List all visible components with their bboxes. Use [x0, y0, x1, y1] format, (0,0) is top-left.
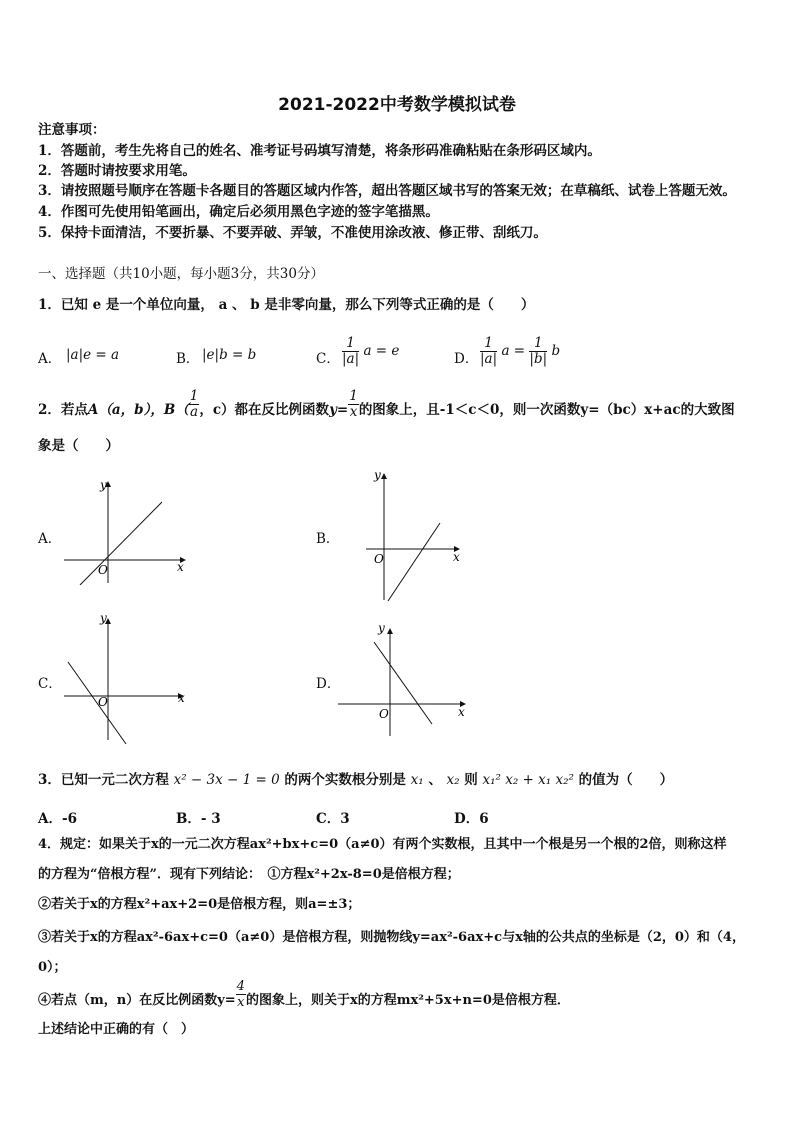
- graph-c-origin: O: [98, 695, 108, 709]
- question-4-line-1: 4．规定：如果关于x的一元二次方程ax²+bx+c=0（a≠0）有两个实数根，且其中一个根是另一个根的2倍，则称这样: [38, 837, 727, 852]
- q1-option-d-tail: b: [551, 343, 561, 359]
- q2-option-b-label: B．: [316, 531, 340, 547]
- page-title: 2021-2022中考数学模拟试卷: [278, 95, 516, 115]
- q1-option-c-label: C．: [316, 351, 340, 367]
- question-2-line-2: 象是（ ）: [38, 438, 119, 454]
- q2-option-a-label: A．: [38, 531, 62, 547]
- q2-option-c-label: C．: [38, 676, 62, 692]
- graph-b: [360, 465, 470, 605]
- notice-heading: 注意事项：: [38, 122, 106, 138]
- q1-option-a-label: A．: [38, 351, 62, 367]
- graph-b-x-label: x: [453, 550, 460, 564]
- graph-c-x-label: x: [178, 691, 185, 705]
- question-4-line-5: 0）；: [38, 960, 67, 975]
- q1-option-d-label: D．: [454, 351, 479, 367]
- notice-item-5: 5．保持卡面清洁，不要折暴、不要弄破、弄皱，不准使用涂改液、修正带、刮纸刀。: [38, 225, 547, 241]
- question-4-line-6: ④若点（m，n）在反比例函数y= $\frac{4}{x}$ 的图象上，则关于x的方程mx²+5x+n=0是倍根方程．: [38, 979, 570, 1010]
- section-heading: 一、选择题（共10小题，每小题3分，共30分）: [38, 266, 324, 282]
- q3-option-a: A．-6: [38, 811, 77, 827]
- question-1: 1．已知 e 是一个单位向量， a 、 b 是非零向量，那么下列等式正确的是（ ）: [38, 297, 535, 313]
- graph-c-y-label: y: [100, 611, 107, 625]
- notice-item-4: 4．作图可先使用铅笔画出，确定后必须用黑色字迹的签字笔描黑。: [38, 204, 439, 220]
- q1-option-d-mid: a =: [501, 343, 526, 359]
- q2-option-d-label: D．: [316, 676, 341, 692]
- graph-a-y-label: y: [100, 478, 107, 492]
- notice-item-1: 1．答题前，考生先将自己的姓名、准考证号码填写清楚，将条形码准确粘贴在条形码区域内。: [38, 143, 601, 159]
- q1-option-d: $\frac{1}{|a|}$ a = $\frac{1}{|b|}$ b: [480, 335, 561, 367]
- question-4-line-2: 的方程为“倍根方程”．现有下列结论： ①方程x²+2x-8=0是倍根方程；: [38, 867, 460, 882]
- graph-a: [60, 475, 200, 585]
- question-4-line-4: ③若关于x的方程ax²-6ax+c=0（a≠0）是倍根方程，则抛物线y=ax²-6ax+c与x轴的公共点的坐标是（2，0）和（4，: [38, 930, 745, 945]
- graph-c: [60, 610, 200, 750]
- graph-d-origin: O: [379, 707, 389, 721]
- graph-a-x-label: x: [177, 560, 184, 574]
- q1-option-a: |a|e = a: [66, 347, 120, 363]
- graph-a-origin: O: [98, 563, 108, 577]
- question-3: 3．已知一元二次方程 x² − 3x − 1 = 0 的两个实数根分别是 x₁ 、 x₂ 则 x₁² x₂ + x₁ x₂² 的值为（ ）: [38, 772, 674, 788]
- notice-item-3: 3．请按照题号顺序在答题卡各题目的答题区域内作答，超出答题区域书写的答案无效；在草稿纸、试卷上答题无效。: [38, 183, 736, 199]
- question-4-line-3: ②若关于x的方程x²+ax+2=0是倍根方程，则a=±3；: [38, 897, 361, 912]
- q1-option-c: $\frac{1}{|a|}$ a = e: [342, 335, 400, 367]
- q3-option-d: D．6: [454, 811, 489, 827]
- graph-d-y-label: y: [378, 621, 385, 635]
- graph-d-x-label: x: [458, 705, 465, 719]
- q1-option-c-tail: a = e: [363, 343, 400, 359]
- question-4-line-7: 上述结论中正确的有（ ）: [38, 1022, 195, 1037]
- question-2: 2．若点A（a，b），B（ $\frac{1}{a}$ ，c）都在反比例函数y= $\frac{1}{x}$ 的图象上，且-1＜c＜0，则一次函数y=（bc）x+ac的大致图: [38, 388, 735, 420]
- q1-option-b: |e|b = b: [202, 347, 257, 363]
- q3-option-c: C．3: [316, 811, 350, 827]
- graph-d: [336, 618, 476, 743]
- q3-option-b: B．- 3: [176, 811, 221, 827]
- graph-b-origin: O: [374, 552, 384, 566]
- graph-b-y-label: y: [374, 468, 381, 482]
- q1-option-b-label: B．: [176, 351, 200, 367]
- notice-item-2: 2．答题时请按要求用笔。: [38, 163, 196, 179]
